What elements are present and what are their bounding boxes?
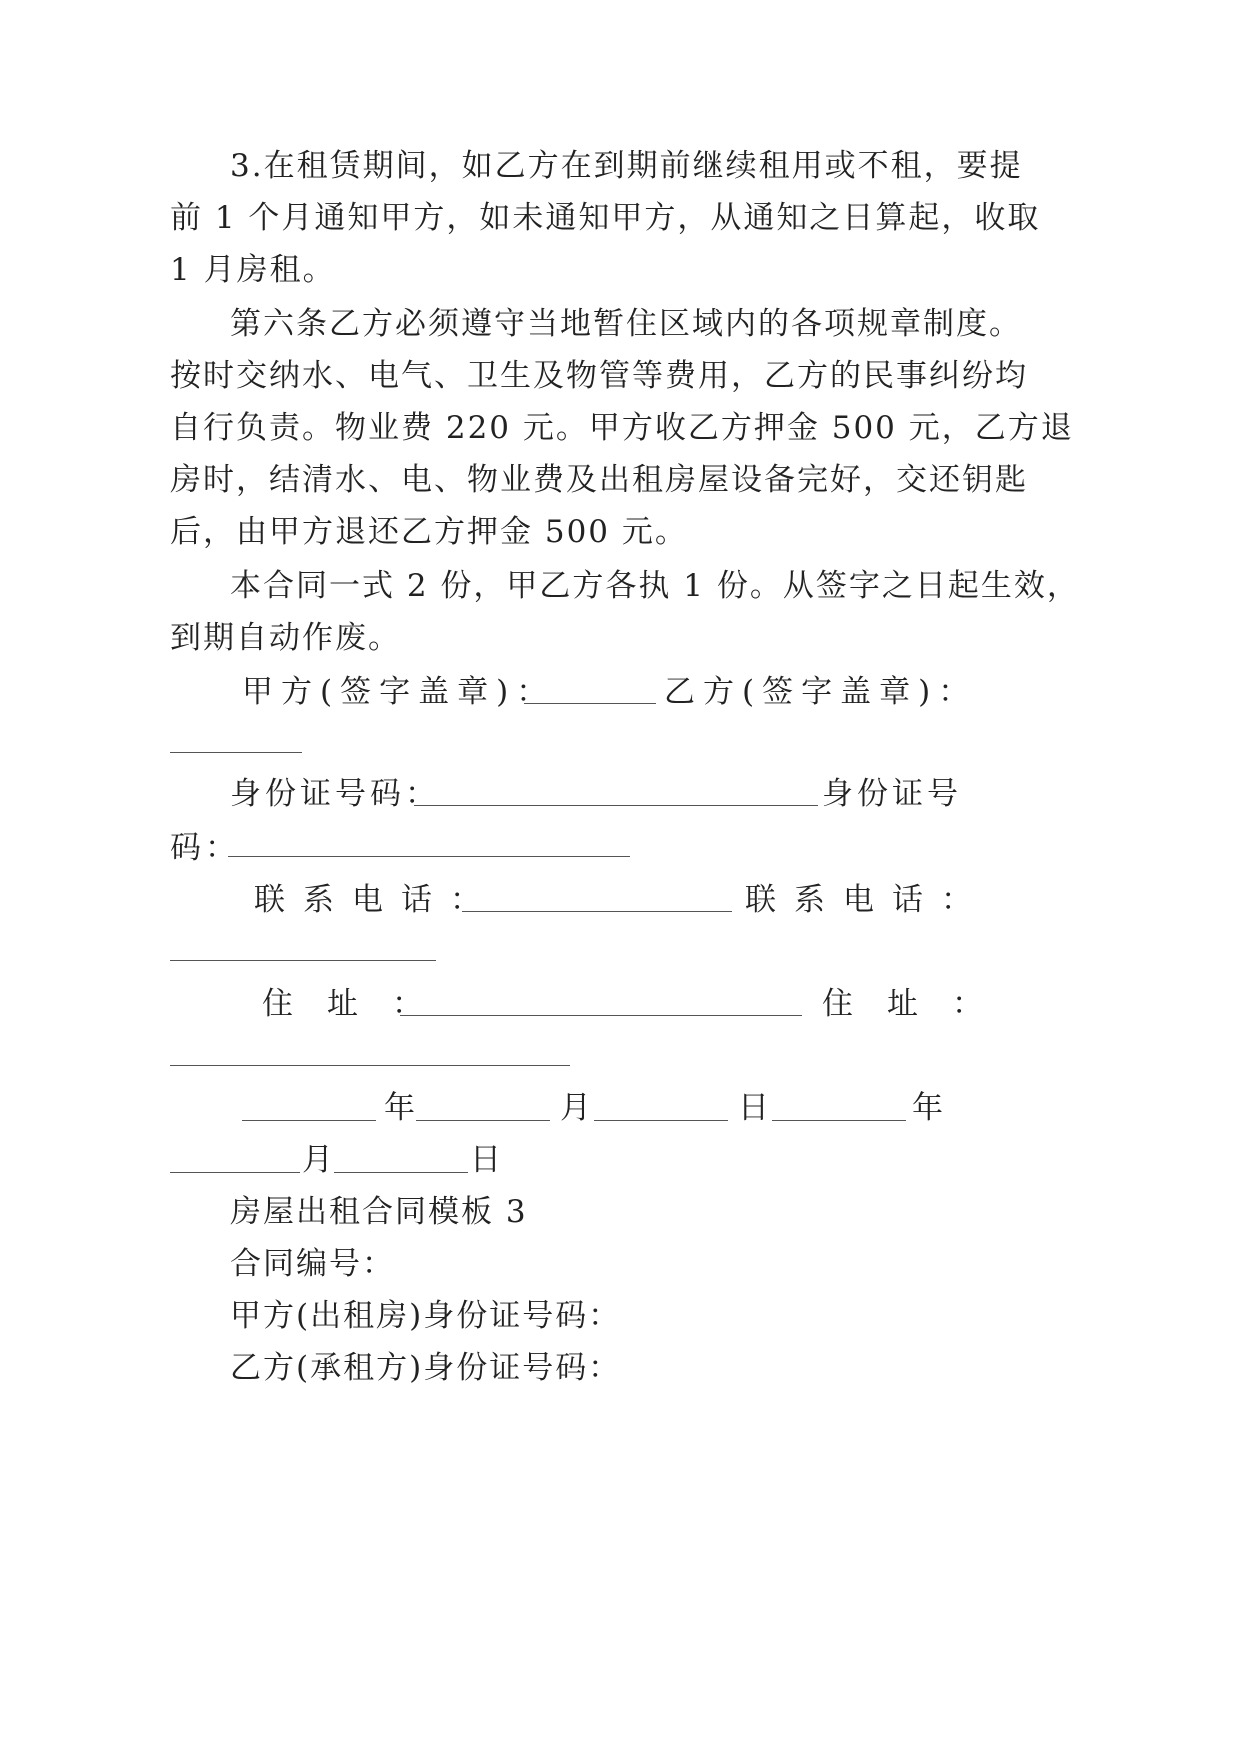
party-b-day-blank	[334, 1146, 468, 1173]
party-a-id-label: 身份证号码：	[230, 776, 440, 812]
party-a-address-label: 住址：	[262, 986, 457, 1022]
party-b-address-label: 住址：	[822, 986, 1017, 1022]
party-b-address-blank	[170, 1039, 570, 1066]
party-a-day-label: 日	[738, 1090, 771, 1126]
party-b-month-blank	[170, 1146, 300, 1173]
party-a-day-blank	[594, 1094, 728, 1121]
article6-line-1: 第六条乙方必须遵守当地暂住区域内的各项规章制度。	[230, 306, 1022, 342]
clause3-line-1: 3.在租赁期间，如乙方在到期前继续租用或不租，要提	[230, 148, 1023, 184]
article6-line-4: 房时，结清水、电、物业费及出租房屋设备完好，交还钥匙	[170, 462, 1028, 498]
party-a-phone-label: 联系电话：	[254, 882, 499, 918]
party-a-phone-blank	[462, 885, 732, 912]
template3-contract-no: 合同编号：	[230, 1246, 395, 1282]
party-a-month-label: 月	[560, 1090, 593, 1126]
party-b-signature-label: 乙方(签字盖章)：	[664, 674, 978, 710]
party-b-signature-blank	[170, 726, 302, 753]
template3-title: 房屋出租合同模板 3	[230, 1194, 528, 1230]
party-a-signature-blank	[524, 677, 656, 704]
party-b-phone-label: 联系电话：	[745, 882, 990, 918]
copies-line-1: 本合同一式 2 份，甲乙方各执 1 份。从签字之日起生效，	[230, 568, 1080, 604]
party-a-address-blank	[400, 989, 802, 1016]
party-a-signature-label: 甲方(签字盖章)：	[242, 674, 556, 710]
party-b-year-label: 年	[912, 1090, 945, 1126]
party-b-month-label: 月	[302, 1142, 335, 1178]
party-b-id-label-end: 码：	[170, 830, 240, 866]
template3-party-b-id: 乙方(承租方)身份证号码：	[230, 1350, 622, 1386]
clause3-line-3: 1 月房租。	[170, 252, 336, 288]
clause3-line-2: 前 1 个月通知甲方，如未通知甲方，从通知之日算起，收取	[170, 200, 1041, 236]
copies-line-2: 到期自动作废。	[170, 620, 401, 656]
party-a-year-label: 年	[384, 1090, 417, 1126]
party-a-month-blank	[416, 1094, 550, 1121]
party-a-year-blank	[242, 1094, 376, 1121]
article6-line-5: 后，由甲方退还乙方押金 500 元。	[170, 514, 688, 550]
party-b-phone-blank	[170, 934, 436, 961]
article6-line-2: 按时交纳水、电气、卫生及物管等费用，乙方的民事纠纷均	[170, 358, 1028, 394]
template3-party-a-id: 甲方(出租房)身份证号码：	[230, 1298, 622, 1334]
party-b-day-label: 日	[470, 1142, 503, 1178]
article6-line-3: 自行负责。物业费 220 元。甲方收乙方押金 500 元，乙方退	[170, 410, 1074, 446]
party-b-year-blank	[772, 1094, 906, 1121]
party-a-id-blank	[414, 779, 818, 806]
party-b-id-blank	[228, 830, 630, 857]
party-b-id-label-start: 身份证号	[822, 776, 962, 812]
